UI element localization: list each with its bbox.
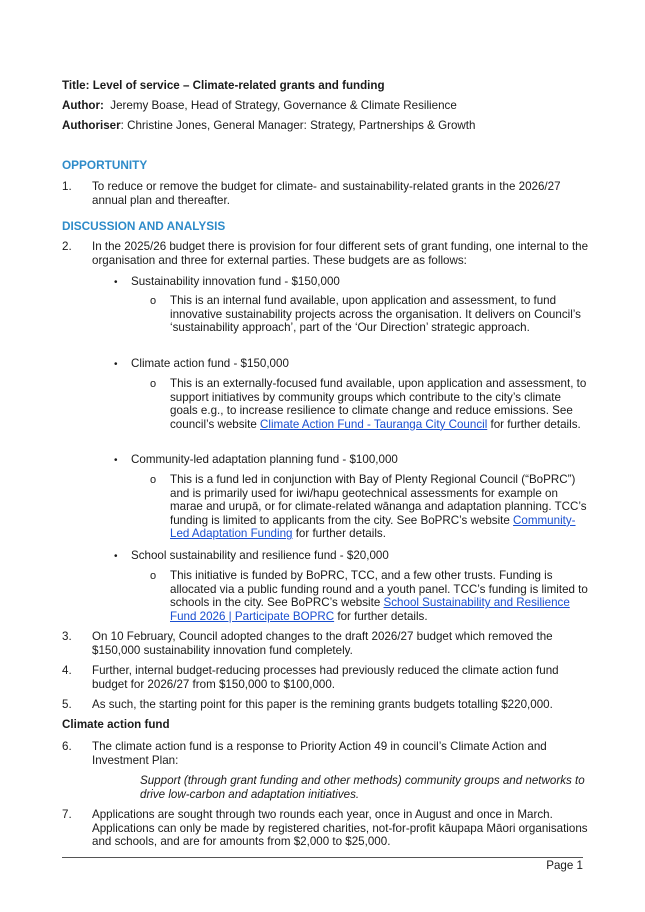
page-number: Page 1 (546, 859, 583, 872)
paragraph-number: 6. (62, 740, 72, 753)
bullet-climate-action: Climate action fund - $150,000 (131, 357, 289, 370)
document-title (62, 79, 385, 93)
sub-bullet-text: for further details. (334, 609, 428, 623)
sub-bullet-climate-action (170, 377, 590, 431)
paragraph-number: 5. (62, 698, 72, 711)
sub-bullet-sustainability-innovation: This is an internal fund available, upon application and assessment, to fund innovative sustainability projects across the organisation. It delivers on Council’s ‘sustainability approach’, part of the ‘Our Direction’ strategic approach. (170, 294, 581, 335)
priority-action-quote: Support (through grant funding and other methods) community groups and networks to drive low-carbon and adaptation initiatives. (140, 774, 585, 801)
paragraph-5: As such, the starting point for this paper is the remining grants budgets totalling $220,000. (92, 698, 553, 711)
paragraph-2: In the 2025/26 budget there is provision for four different sets of grant funding, one internal to the organisation and three for external parties. These budgets are as follows: (92, 240, 589, 267)
document-authoriser (62, 119, 475, 133)
paragraph-1: To reduce or remove the budget for climate- and sustainability-related grants in the 2026/27 annual plan and thereafter. (92, 180, 561, 207)
sub-bullet-icon: o (150, 570, 157, 582)
paragraph-number: 4. (62, 664, 72, 677)
paragraph-number: 7. (62, 808, 72, 821)
bullet-icon: • (114, 359, 118, 370)
paragraph-number: 3. (62, 630, 72, 643)
community-led-adaptation-link[interactable]: Community-Led Adaptation Funding (170, 513, 576, 541)
paragraph-6: The climate action fund is a response to Priority Action 49 in council’s Climate Action and Investment Plan: (92, 740, 547, 767)
bullet-school-sustainability: School sustainability and resilience fund - $20,000 (131, 549, 389, 562)
opportunity-heading: OPPORTUNITY (62, 158, 148, 172)
paragraph-7: Applications are sought through two rounds each year, once in August and once in March. Applications can only be made by registered charities, not-for-profit kāupapa Māori organisations and schools, and are for amounts from $2,000 to $25,000. (92, 808, 588, 849)
sub-bullet-school-sustainability (170, 569, 590, 623)
footer-divider (62, 857, 583, 858)
bullet-icon: • (114, 455, 118, 466)
author-label: Author: (62, 99, 104, 112)
paragraph-3: On 10 February, Council adopted changes to the draft 2026/27 budget which removed the $150,000 sustainability innovation fund completely. (92, 630, 553, 657)
bullet-icon: • (114, 551, 118, 562)
title-label: Title: (62, 79, 93, 92)
paragraph-number: 2. (62, 240, 72, 253)
title-value: Level of service – Climate-related grants and funding (92, 79, 385, 92)
authoriser-label: Authoriser (62, 119, 121, 132)
sub-bullet-text: This is an externally-focused fund available, upon application and assessment, to support initiatives by community groups which contribute to the city’s climate goals e.g., to increase resilience to climate change and reduce emissions. See council’s website (170, 377, 587, 431)
bullet-community-led-adaptation: Community-led adaptation planning fund - $100,000 (131, 453, 398, 466)
paragraph-number: 1. (62, 180, 72, 193)
sub-bullet-text: for further details. (487, 417, 581, 431)
bullet-sustainability-innovation: Sustainability innovation fund - $150,000 (131, 275, 340, 288)
paragraph-4: Further, internal budget-reducing processes had previously reduced the climate action fund budget for 2026/27 from $150,000 to $100,000. (92, 664, 559, 691)
climate-action-fund-link[interactable]: Climate Action Fund - Tauranga City Council (260, 417, 488, 431)
school-sustainability-fund-link[interactable]: School Sustainability and Resilience Fund 2026 | Participate BOPRC (170, 596, 570, 623)
author-value: Jeremy Boase, Head of Strategy, Governance & Climate Resilience (103, 99, 457, 112)
sub-bullet-text: for further details. (292, 527, 386, 541)
authoriser-value: : Christine Jones, General Manager: Strategy, Partnerships & Growth (120, 119, 476, 132)
sub-bullet-text: This is a fund led in conjunction with Bay of Plenty Regional Council (“BoPRC”) and is primarily used for iwi/hapu geotechnical assessments for example on marae and urupā, or for climate-related wānanga and adaptation planning. TCC’s funding is limited to applicants from the city. See BoPRC’s website (170, 473, 587, 527)
sub-bullet-community-led-adaptation (170, 473, 590, 541)
sub-bullet-icon: o (150, 295, 157, 307)
sub-bullet-text: This initiative is funded by BoPRC, TCC, and a few other trusts. Funding is allocated via a public funding round and a youth panel. TCC’s funding is limited to schools in the city. See BoPRC’s website (170, 569, 588, 610)
climate-action-fund-heading: Climate action fund (62, 718, 170, 731)
bullet-icon: • (114, 277, 118, 288)
sub-bullet-icon: o (150, 474, 157, 486)
document-author (62, 99, 457, 113)
discussion-heading: DISCUSSION AND ANALYSIS (62, 219, 226, 233)
sub-bullet-icon: o (150, 378, 157, 390)
